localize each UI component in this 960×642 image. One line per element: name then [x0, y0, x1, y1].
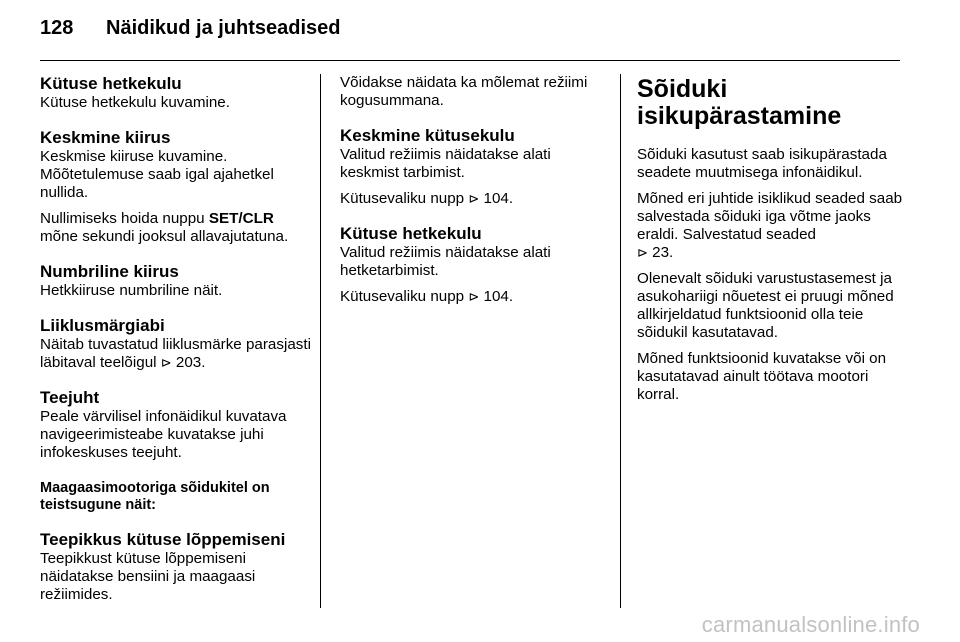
section-heading: Keskmine kütusekulu — [340, 126, 515, 145]
section-heading: Numbriline kiirus — [40, 262, 179, 281]
column-divider — [320, 74, 321, 608]
page-reference-icon: ⊳ — [160, 355, 172, 370]
watermark: carmanualsonline.info — [701, 612, 920, 637]
button-name: SET/CLR — [208, 210, 274, 227]
paragraph: Keskmise kiiruse kuvamine. — [40, 148, 228, 165]
paragraph: Sõiduki kasutust saab isikupärastada seadete muutmisega infonäidikul. — [637, 146, 887, 181]
page-reference-link[interactable]: 23. — [652, 244, 674, 261]
column-3 — [637, 74, 907, 404]
heading-line: isikupärastamine — [637, 102, 842, 130]
paragraph — [340, 190, 610, 208]
page-reference-icon: ⊳ — [468, 289, 480, 304]
page-reference-icon: ⊳ — [637, 245, 648, 260]
paragraph — [637, 190, 907, 262]
page-reference-link[interactable]: 104. — [483, 190, 514, 207]
heading-line: Sõiduki — [637, 75, 728, 103]
paragraph — [40, 336, 312, 372]
text-span: mõne sekundi jooksul allavajutatuna. — [40, 228, 289, 245]
paragraph: Võidakse näidata ka mõlemat režiimi kogusummana. — [340, 74, 588, 109]
paragraph: Kütuse hetkekulu kuvamine. — [40, 94, 230, 111]
paragraph: Peale värvilisel infonäidikul kuvatava navigeerimisteabe kuvatakse juhi infokeskuses teejuht. — [40, 408, 287, 461]
paragraph — [40, 210, 312, 246]
section-heading: Keskmine kiirus — [40, 128, 171, 147]
text-span: Kütusevaliku nupp — [340, 190, 465, 207]
column-divider — [620, 74, 621, 608]
paragraph: Valitud režiimis näidatakse alati keskmist tarbimist. — [340, 146, 551, 181]
paragraph: Hetkkiiruse numbriline näit. — [40, 282, 223, 299]
text-span: Nullimiseks hoida nuppu — [40, 210, 209, 227]
column-1 — [40, 74, 312, 604]
text-span: Näitab tuvastatud liiklusmärke parasjasti läbitaval teelõigul — [40, 336, 311, 371]
subheading: Maagaasimootoriga sõidukitel on teistsugune näit: — [40, 480, 270, 513]
paragraph: Valitud režiimis näidatakse alati hetketarbimist. — [340, 244, 551, 279]
column-2 — [340, 74, 610, 306]
section-heading: Kütuse hetkekulu — [40, 74, 182, 93]
section-heading: Teepikkus kütuse lõppemiseni — [40, 530, 286, 549]
text-span: Kütusevaliku nupp — [340, 288, 465, 305]
chapter-title: Näidikud ja juhtseadised — [106, 17, 341, 39]
section-heading: Kütuse hetkekulu — [340, 224, 482, 243]
header-rule — [40, 60, 900, 61]
paragraph: Mõõtetulemuse saab igal ajahetkel nullida. — [40, 166, 274, 201]
chapter-section-heading — [637, 76, 907, 130]
page-header — [40, 16, 341, 40]
paragraph: Teepikkust kütuse lõppemiseni näidatakse bensiini ja maagaasi režiimides. — [40, 550, 256, 603]
page-reference-icon: ⊳ — [468, 191, 480, 206]
section-heading: Liiklusmärgiabi — [40, 316, 165, 335]
text-span: Mõned eri juhtide isiklikud seaded saab salvestada sõiduki iga võtme jaoks eraldi. Salvestatud seaded — [637, 190, 903, 243]
paragraph: Olenevalt sõiduki varustustasemest ja asukohariigi nõuetest ei pruugi mõned allkirjeldatud funktsioonid olla teie sõidukil kasutatavad. — [637, 270, 894, 341]
section-heading: Teejuht — [40, 388, 100, 407]
page-reference-link[interactable]: 104. — [483, 288, 514, 305]
page-reference-link[interactable]: 203. — [175, 354, 206, 371]
page-number: 128 — [40, 17, 74, 39]
paragraph — [340, 288, 610, 306]
paragraph: Mõned funktsioonid kuvatakse või on kasutatavad ainult töötava mootori korral. — [637, 350, 887, 403]
